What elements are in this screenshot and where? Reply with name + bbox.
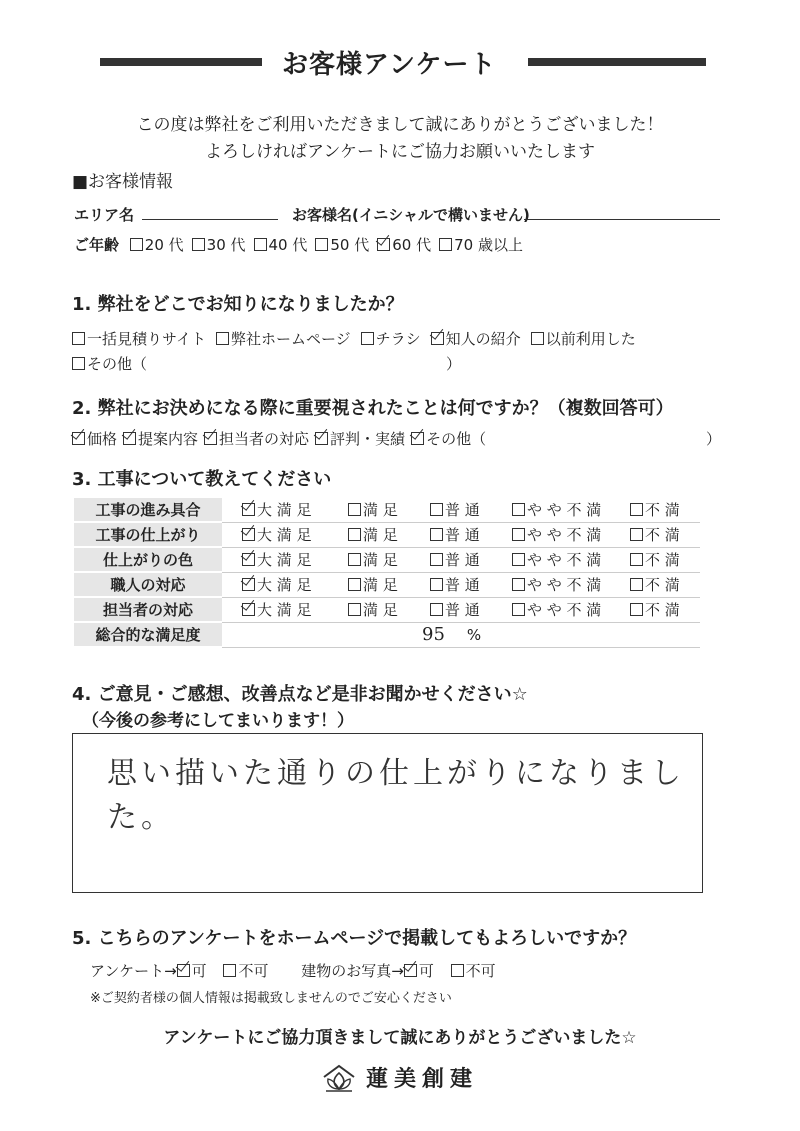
q1-option: [216, 330, 351, 348]
satisfaction-option-label: 大 満 足: [257, 601, 312, 619]
q2-option-label: 提案内容: [138, 430, 199, 448]
satisfaction-option-label: 不 満: [645, 576, 680, 594]
q1-option: [72, 330, 206, 348]
satisfaction-option-label: 普 通: [445, 576, 480, 594]
q3-heading: 3. 工事について教えてください: [72, 469, 332, 490]
satisfaction-checkbox[interactable]: [242, 503, 255, 516]
q2-checkbox[interactable]: [411, 432, 424, 445]
q1-option-label: チラシ: [375, 330, 421, 348]
survey-allow-label: 可: [191, 962, 207, 980]
age-option-label: 60 代: [392, 236, 432, 254]
photo-allow-checkbox[interactable]: [404, 964, 417, 977]
overall-cell[interactable]: [222, 622, 700, 647]
satisfaction-checkbox[interactable]: [430, 528, 443, 541]
satisfaction-option-label: 不 満: [645, 551, 680, 569]
satisfaction-row-label: 職人の対応: [74, 572, 222, 597]
satisfaction-checkbox[interactable]: [512, 553, 525, 566]
satisfaction-row: [74, 498, 700, 522]
age-option-label: 70 歳以上: [454, 236, 523, 254]
satisfaction-cell: [348, 522, 430, 547]
q2-option: [204, 430, 309, 448]
age-checkbox[interactable]: [130, 238, 143, 251]
age-options: [130, 236, 531, 254]
satisfaction-option-label: 満 足: [363, 501, 398, 520]
title-rule-right: [528, 58, 706, 66]
satisfaction-row-label: 工事の進み具合: [74, 498, 222, 522]
overall-label: 総合的な満足度: [74, 622, 222, 647]
satisfaction-option-label: や や 不 満: [527, 501, 602, 520]
satisfaction-cell: [512, 572, 630, 597]
satisfaction-checkbox[interactable]: [512, 528, 525, 541]
satisfaction-checkbox[interactable]: [242, 528, 255, 541]
satisfaction-cell: [512, 522, 630, 547]
age-checkbox[interactable]: [439, 238, 452, 251]
satisfaction-cell: [630, 498, 700, 522]
age-option: [254, 236, 308, 254]
q1-option-label: 弊社ホームページ: [230, 330, 351, 348]
satisfaction-checkbox[interactable]: [512, 503, 525, 516]
satisfaction-cell: [512, 498, 630, 522]
age-row: [74, 234, 531, 255]
intro-line-2: よろしければアンケートにご協力お願いいたします: [205, 142, 595, 162]
satisfaction-option-label: 普 通: [445, 551, 480, 569]
satisfaction-option-label: 満 足: [363, 551, 398, 569]
q1-option-label: 以前利用した: [545, 330, 636, 348]
satisfaction-option-label: 不 満: [645, 501, 680, 520]
q2-checkbox[interactable]: [204, 432, 217, 445]
satisfaction-checkbox[interactable]: [630, 603, 643, 616]
survey-deny-label: 不可: [238, 962, 269, 980]
age-option-label: 30 代: [206, 236, 246, 254]
satisfaction-row: [74, 597, 700, 622]
age-option: [130, 236, 184, 254]
satisfaction-cell: [430, 498, 512, 522]
overall-row: [74, 622, 700, 647]
title-rule-left: [100, 58, 262, 66]
intro-line-1: この度は弊社をご利用いただきまして誠にありがとうございました！: [136, 115, 664, 135]
satisfaction-cell: [348, 597, 430, 622]
satisfaction-option-label: 大 満 足: [257, 526, 312, 544]
privacy-note: ※ご契約者様の個人情報は掲載致しませんのでご安心ください: [90, 991, 452, 1006]
satisfaction-option-label: や や 不 満: [527, 526, 602, 544]
satisfaction-option-label: 普 通: [445, 501, 480, 520]
q1-checkbox[interactable]: [431, 332, 444, 345]
q1-option-label: 知人の紹介: [445, 330, 521, 348]
satisfaction-cell: [630, 572, 700, 597]
satisfaction-checkbox[interactable]: [348, 503, 361, 516]
satisfaction-checkbox[interactable]: [348, 603, 361, 616]
satisfaction-cell: [222, 572, 348, 597]
satisfaction-cell: [348, 572, 430, 597]
age-option: [192, 236, 246, 254]
age-option: [439, 236, 523, 254]
satisfaction-cell: [630, 547, 700, 572]
satisfaction-checkbox[interactable]: [242, 578, 255, 591]
satisfaction-cell: [512, 597, 630, 622]
satisfaction-cell: [222, 522, 348, 547]
satisfaction-cell: [430, 597, 512, 622]
satisfaction-row: [74, 572, 700, 597]
satisfaction-cell: [630, 522, 700, 547]
satisfaction-option-label: や や 不 満: [527, 601, 602, 619]
age-checkbox[interactable]: [192, 238, 205, 251]
q4-heading: 4. ご意見・ご感想、改善点など是非お聞かせください☆: [72, 684, 528, 705]
satisfaction-cell: [222, 547, 348, 572]
satisfaction-option-label: 不 満: [645, 526, 680, 544]
q1-option-label: 一括見積りサイト: [87, 330, 206, 348]
survey-deny-checkbox[interactable]: [223, 964, 236, 977]
satisfaction-option-label: 満 足: [363, 601, 398, 619]
q2-option-label: 評判・実績: [330, 430, 406, 448]
age-option-label: 20 代: [144, 236, 184, 254]
satisfaction-option-label: 普 通: [445, 526, 480, 544]
comment-box[interactable]: [72, 733, 703, 893]
age-checkbox[interactable]: [254, 238, 267, 251]
satisfaction-option-label: 満 足: [363, 526, 398, 544]
satisfaction-option-label: 不 満: [645, 601, 680, 619]
page-title: お客様アンケート: [282, 50, 497, 80]
satisfaction-checkbox[interactable]: [430, 553, 443, 566]
q1-options: [72, 328, 646, 349]
satisfaction-cell: [348, 498, 430, 522]
age-option-label: 50 代: [330, 236, 370, 254]
photo-deny-label: 不可: [465, 962, 496, 980]
satisfaction-checkbox[interactable]: [512, 603, 525, 616]
q2-option: [123, 430, 198, 448]
photo-allow-label: 可: [418, 962, 434, 980]
satisfaction-checkbox[interactable]: [348, 553, 361, 566]
satisfaction-cell: [512, 547, 630, 572]
footer-thanks: アンケートにご協力頂きまして誠にありがとうございました☆: [163, 1028, 637, 1048]
q2-option-label: 担当者の対応: [219, 430, 310, 448]
q1-other-row: [72, 353, 472, 374]
age-checkbox[interactable]: [315, 238, 328, 251]
satisfaction-row-label: 仕上がりの色: [74, 547, 222, 572]
age-option-label: 40 代: [268, 236, 308, 254]
q1-checkbox[interactable]: [216, 332, 229, 345]
satisfaction-checkbox[interactable]: [630, 503, 643, 516]
satisfaction-checkbox[interactable]: [630, 528, 643, 541]
area-field[interactable]: [142, 219, 278, 220]
q1-option: [431, 330, 521, 348]
satisfaction-cell: [430, 572, 512, 597]
q2-option: [411, 430, 486, 448]
satisfaction-option-label: や や 不 満: [527, 551, 602, 569]
q2-checkbox[interactable]: [72, 432, 85, 445]
customer-name-label: お客様名(イニシャルで構いません): [292, 206, 530, 224]
lotus-house-logo-icon: [322, 1063, 356, 1093]
survey-publish-label: アンケート→: [90, 962, 177, 980]
comment-text: 思い描いた通りの仕上がりになりました。: [107, 756, 685, 835]
overall-unit: %: [466, 626, 482, 644]
q1-checkbox[interactable]: [531, 332, 544, 345]
age-option: [377, 236, 431, 254]
satisfaction-checkbox[interactable]: [348, 578, 361, 591]
satisfaction-checkbox[interactable]: [430, 578, 443, 591]
age-option: [315, 236, 369, 254]
customer-info-heading: ■お客様情報: [72, 172, 174, 192]
satisfaction-checkbox[interactable]: [430, 503, 443, 516]
area-label: エリア名: [74, 206, 135, 224]
age-label: ご年齢: [74, 236, 120, 254]
satisfaction-checkbox[interactable]: [242, 553, 255, 566]
q1-other-checkbox[interactable]: [72, 357, 85, 370]
satisfaction-cell: [222, 498, 348, 522]
q1-option: [531, 330, 636, 348]
survey-allow-checkbox[interactable]: [177, 964, 190, 977]
satisfaction-cell: [348, 547, 430, 572]
q5-row: [90, 960, 496, 981]
q2-option: [315, 430, 405, 448]
satisfaction-option-label: 普 通: [445, 601, 480, 619]
satisfaction-checkbox[interactable]: [348, 528, 361, 541]
satisfaction-row: [74, 547, 700, 572]
q2-option-label: 価格: [87, 430, 118, 448]
q4-subheading: （今後の参考にしてまいります！）: [82, 711, 354, 731]
satisfaction-checkbox[interactable]: [630, 578, 643, 591]
q1-checkbox[interactable]: [361, 332, 374, 345]
q1-heading: 1. 弊社をどこでお知りになりましたか？: [72, 294, 404, 315]
q5-heading: 5. こちらのアンケートをホームページで掲載してもよろしいですか？: [72, 928, 637, 949]
q2-checkbox[interactable]: [123, 432, 136, 445]
q2-option: [72, 430, 117, 448]
q1-option: [361, 330, 421, 348]
q1-checkbox[interactable]: [72, 332, 85, 345]
q1-other-close: ）: [446, 355, 462, 373]
customer-name-field[interactable]: [524, 219, 720, 220]
age-checkbox[interactable]: [377, 238, 390, 251]
satisfaction-row: [74, 522, 700, 547]
photo-publish-label: 建物のお写真→: [301, 962, 404, 980]
satisfaction-checkbox[interactable]: [242, 603, 255, 616]
satisfaction-cell: [630, 597, 700, 622]
brand: [322, 1062, 478, 1093]
q2-option-label: その他（: [426, 430, 487, 448]
overall-value: 95: [422, 624, 445, 645]
photo-deny-checkbox[interactable]: [451, 964, 464, 977]
satisfaction-option-label: 満 足: [363, 576, 398, 594]
satisfaction-row-label: 担当者の対応: [74, 597, 222, 622]
satisfaction-checkbox[interactable]: [512, 578, 525, 591]
satisfaction-row-label: 工事の仕上がり: [74, 522, 222, 547]
satisfaction-cell: [222, 597, 348, 622]
satisfaction-option-label: 大 満 足: [257, 576, 312, 594]
q2-heading: 2. 弊社にお決めになる際に重要視されたことは何ですか？（複数回答可）: [72, 398, 674, 419]
satisfaction-checkbox[interactable]: [430, 603, 443, 616]
satisfaction-checkbox[interactable]: [630, 553, 643, 566]
q2-options: [72, 428, 492, 449]
q2-other-close: ）: [706, 430, 722, 448]
q2-checkbox[interactable]: [315, 432, 328, 445]
satisfaction-cell: [430, 522, 512, 547]
satisfaction-table: [74, 498, 700, 648]
satisfaction-option-label: 大 満 足: [257, 551, 312, 569]
q1-other-label: その他（: [87, 355, 148, 373]
satisfaction-cell: [430, 547, 512, 572]
brand-name: 蓮美創建: [366, 1067, 479, 1092]
satisfaction-option-label: 大 満 足: [257, 501, 312, 520]
satisfaction-option-label: や や 不 満: [527, 576, 602, 594]
